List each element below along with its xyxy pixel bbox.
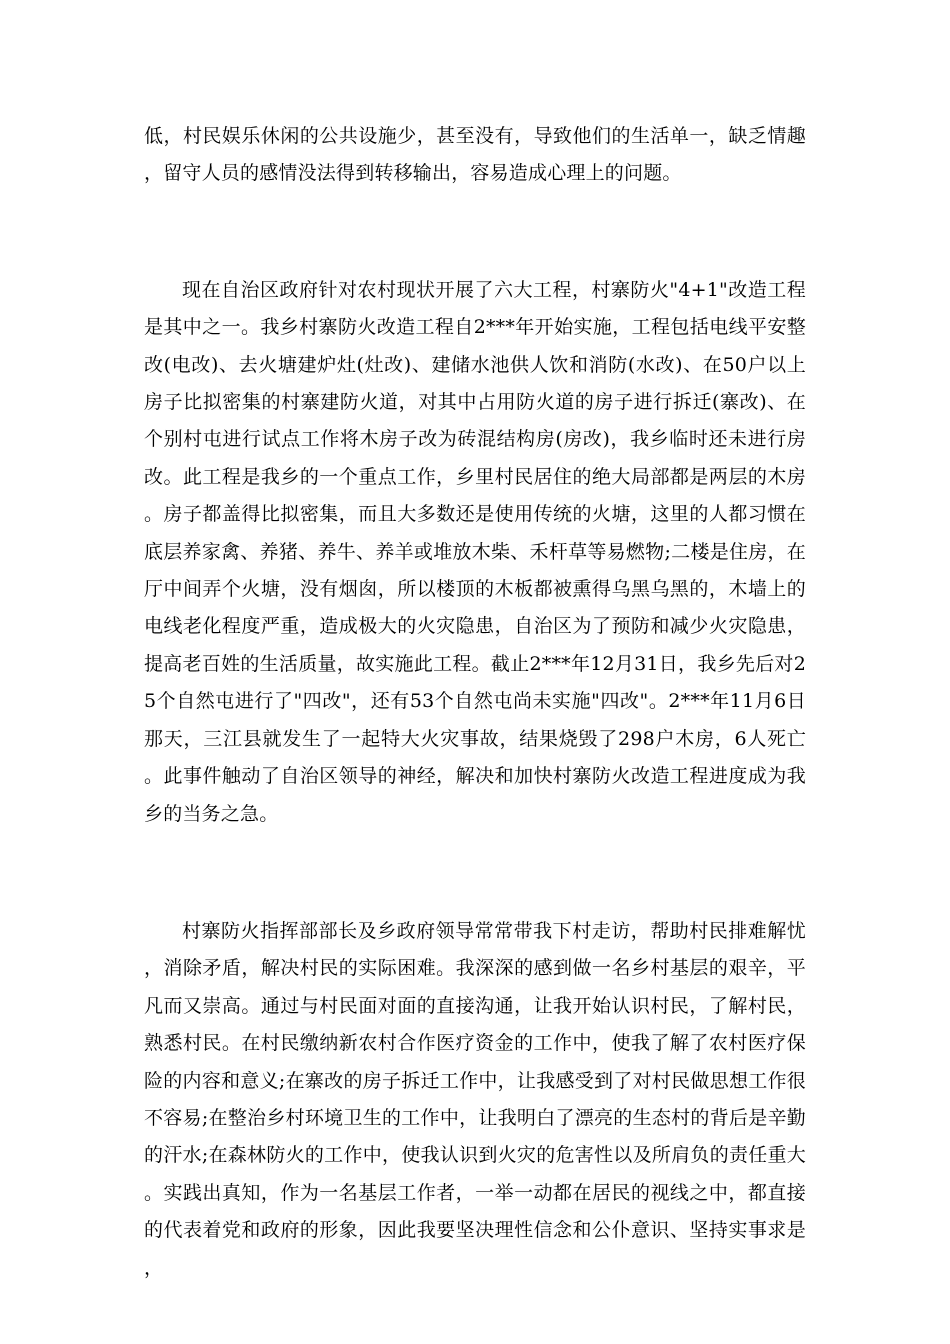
paragraph-3: 村寨防火指挥部部长及乡政府领导常常带我下村走访，帮助村民排难解忧，消除矛盾，解决村民的实际困难。我深深的感到做一名乡村基层的艰辛，平凡而又崇高。通过与村民面对面的直接沟通，让我开始认识村民，了解村民，熟悉村民。在村民缴纳新农村合作医疗资金的工作中，使我了解了农村医疗保险的内容和意义;在寨改的房子拆迁工作中，让我感受到了对村民做思想工作很不容易;在整治乡村环境卫生的工作中，让我明白了漂亮的生态村的背后是辛勤的汗水;在森林防火的工作中，使我认识到火灾的危害性以及所肩负的责任重大。实践出真知，作为一名基层工作者，一举一动都在居民的视线之中，都直接的代表着党和政府的形象，因此我要坚决理性信念和公仆意识、坚持实事求是， [144, 919, 806, 1279]
paragraph-spacer [144, 833, 806, 913]
paragraph-2: 现在自治区政府针对农村现状开展了六大工程，村寨防火"4+1"改造工程是其中之一。我乡村寨防火改造工程自2***年开始实施，工程包括电线平安整改(电改)、去火塘建炉灶(灶改)、建储水池供人饮和消防(水改)、在50户以上房子比拟密集的村寨建防火道，对其中占用防火道的房子进行拆迁(寨改)、在个别村屯进行试点工作将木房子改为砖混结构房(房改)，我乡临时还未进行房改。此工程是我乡的一个重点工作，乡里村民居住的绝大局部都是两层的木房。房子都盖得比拟密集，而且大多数还是使用传统的火塘，这里的人都习惯在底层养家禽、养猪、养牛、养羊或堆放木柴、禾杆草等易燃物;二楼是住房，在厅中间弄个火塘，没有烟囱，所以楼顶的木板都被熏得乌黑乌黑的，木墙上的电线老化程度严重，造成极大的火灾隐患，自治区为了预防和减少火灾隐患，提高老百姓的生活质量，故实施此工程。截止2***年12月31日，我乡先后对25个自然屯进行了"四改"，还有53个自然屯尚未实施"四改"。2***年11月6日那天，三江县就发生了一起特大火灾事故，结果烧毁了298户木房，6人死亡。此事件触动了自治区领导的神经，解决和加快村寨防火改造工程进度成为我乡的当务之急。 [144, 278, 806, 825]
paragraph-1: 低，村民娱乐休闲的公共设施少，甚至没有，导致他们的生活单一，缺乏情趣，留守人员的感情没法得到转移输出，容易造成心理上的问题。 [144, 125, 806, 185]
document-page [144, 118, 806, 1287]
paragraph-spacer [144, 193, 806, 272]
